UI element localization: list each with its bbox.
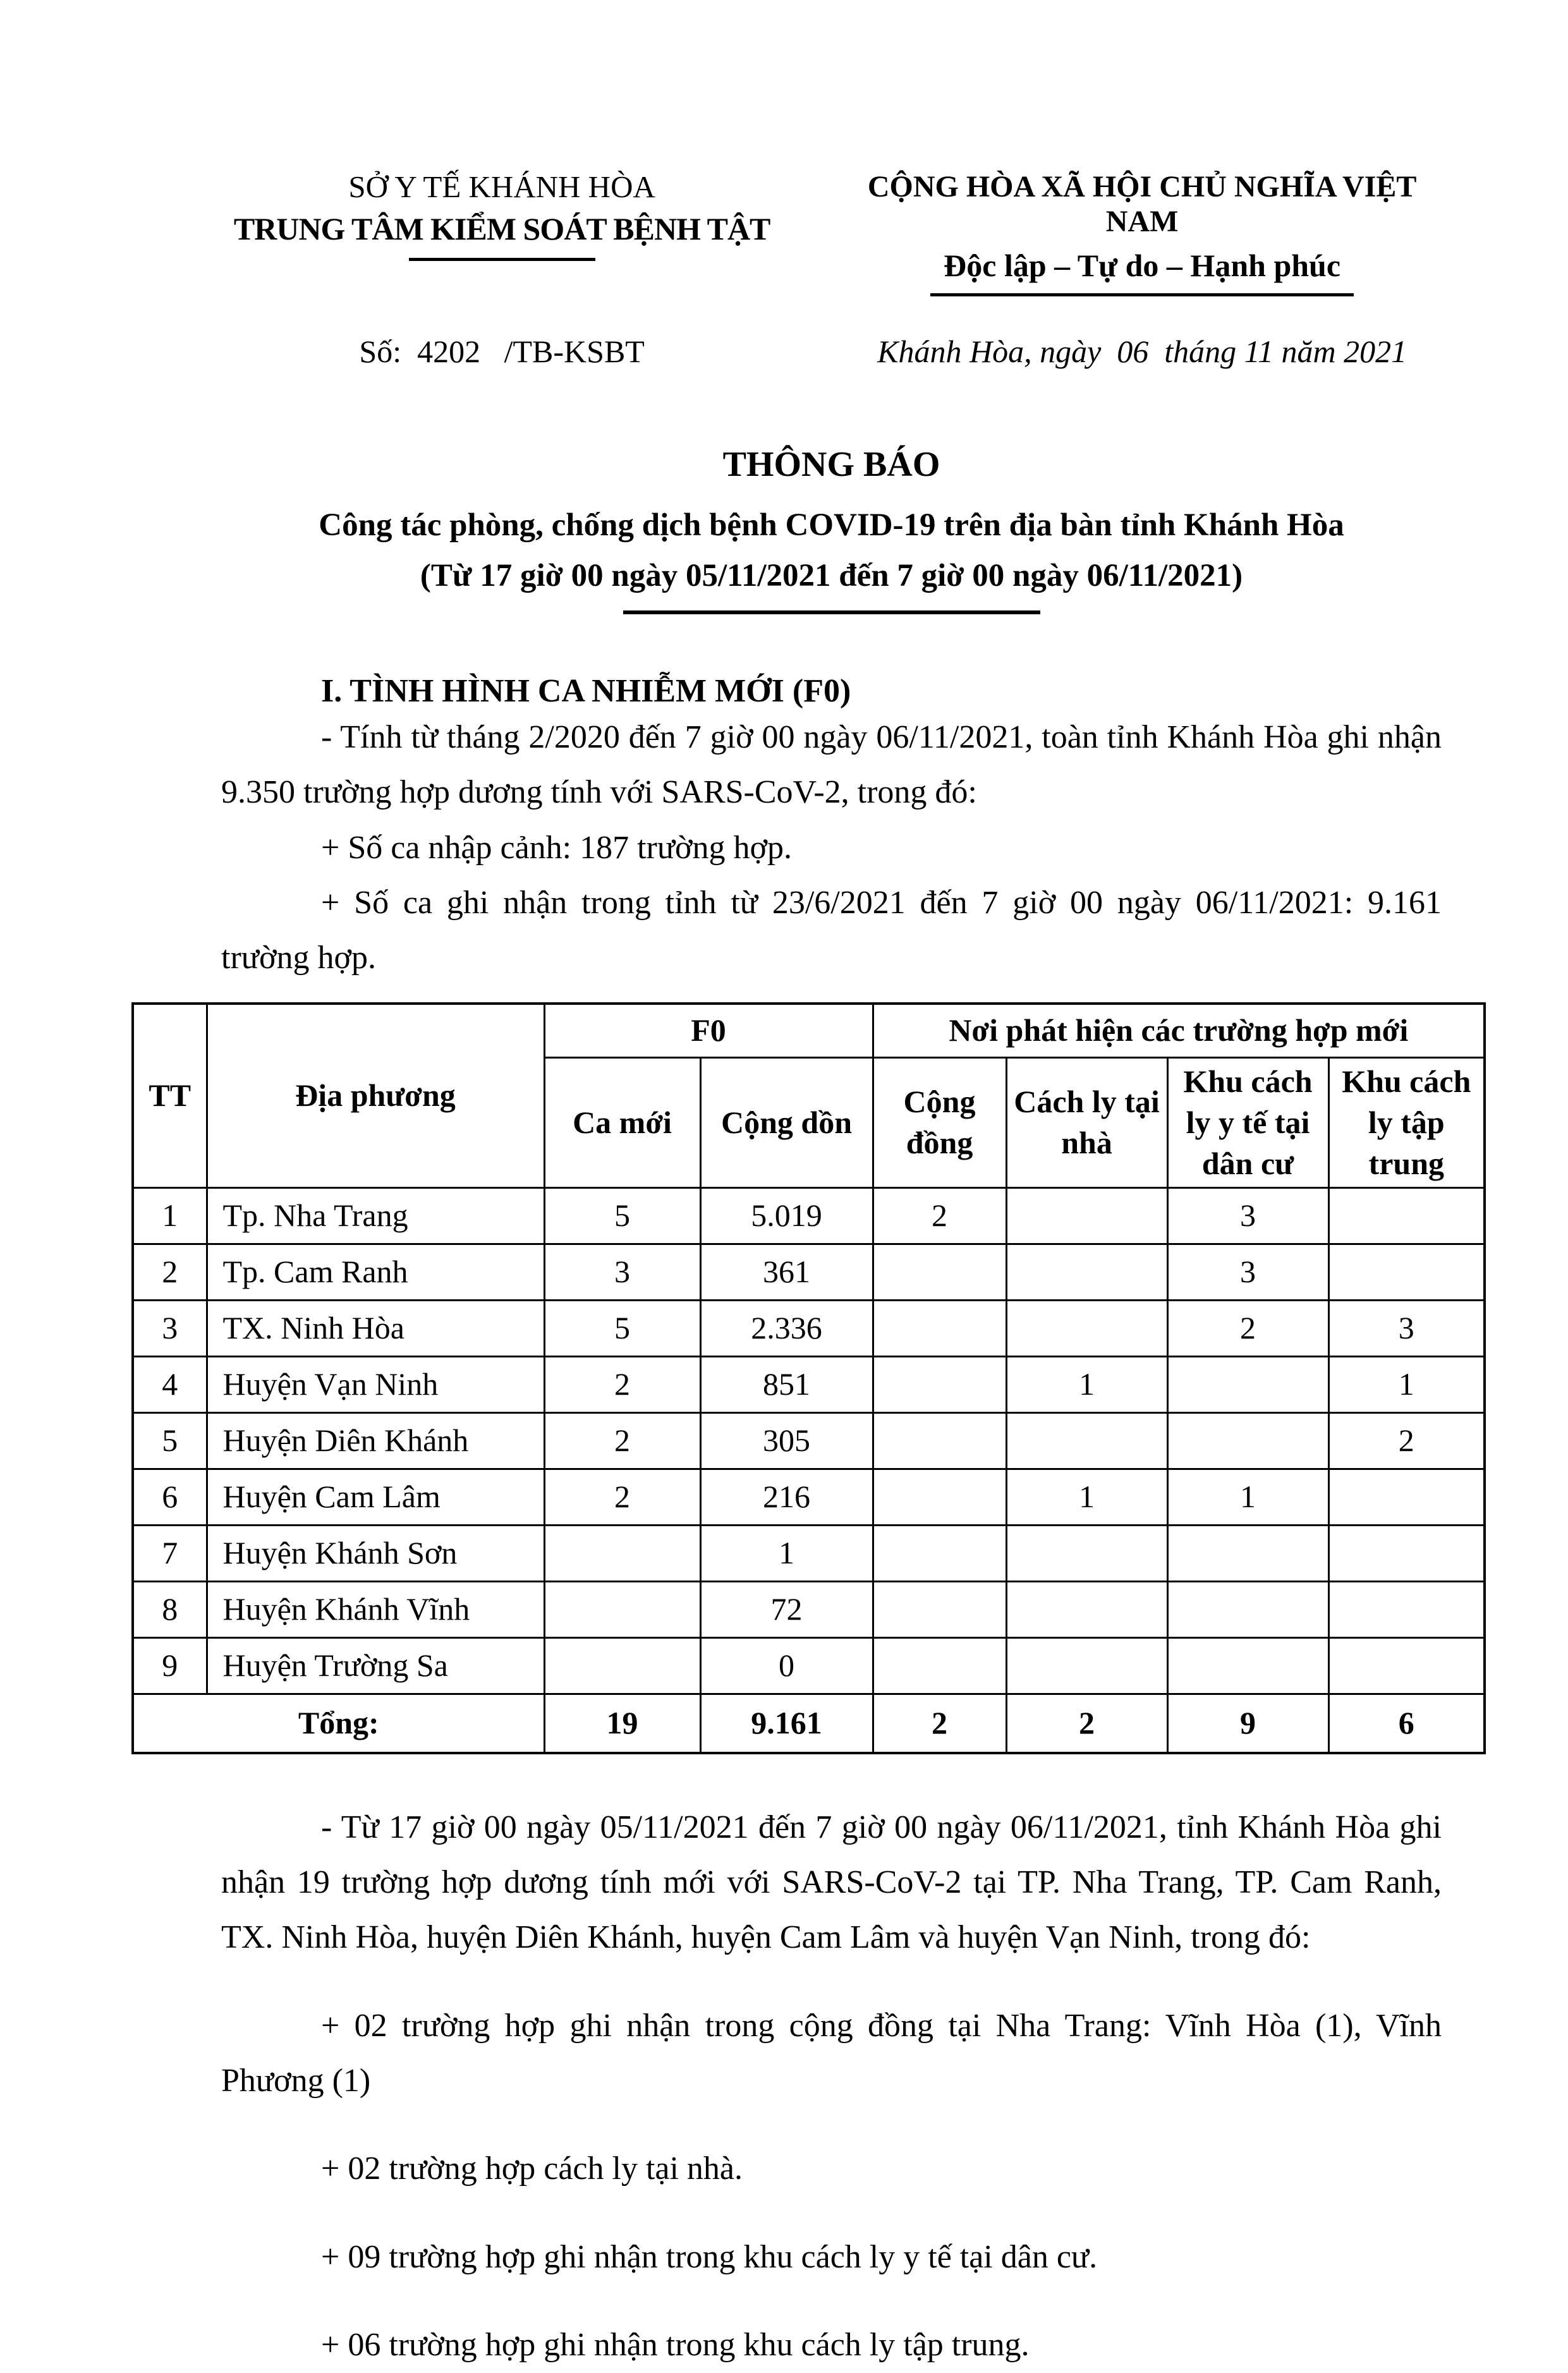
place-date-line: Khánh Hòa, ngày 06 tháng 11 năm 2021 <box>877 333 1407 369</box>
cell-medical-quarantine <box>1167 1581 1328 1637</box>
table-row <box>133 1412 1485 1469</box>
col-group-detection-place: Nơi phát hiện các trường hợp mới <box>873 1004 1485 1058</box>
cell-new-cases <box>544 1525 700 1581</box>
cell-home-quarantine <box>1006 1581 1167 1637</box>
cell-medical-quarantine: 3 <box>1167 1244 1328 1300</box>
section-1-paragraph-3: + Số ca ghi nhận trong tỉnh từ 23/6/2021 đến 7 giờ 00 ngày 06/11/2021: 9.161 trường hợp. <box>221 884 1442 976</box>
cell-tt: 4 <box>133 1356 207 1412</box>
cell-home-quarantine: 1 <box>1006 1469 1167 1525</box>
cell-locality: Tp. Nha Trang <box>207 1187 544 1244</box>
document-header <box>221 169 1442 296</box>
table-row <box>133 1581 1485 1637</box>
national-title: CỘNG HÒA XÃ HỘI CHỦ NGHĨA VIỆT NAM <box>867 170 1417 239</box>
col-header-medical-quarantine: Khu cách ly y tế tại dân cư <box>1167 1057 1328 1187</box>
cell-medical-quarantine: 2 <box>1167 1300 1328 1356</box>
cell-cumulative: 851 <box>700 1356 873 1412</box>
total-home-quarantine: 2 <box>1006 1694 1167 1753</box>
cell-medical-quarantine <box>1167 1525 1328 1581</box>
title-block <box>221 444 1442 614</box>
cell-community <box>873 1356 1006 1412</box>
cell-concentrated-quarantine <box>1328 1637 1485 1694</box>
cell-home-quarantine <box>1006 1300 1167 1356</box>
cell-locality: Huyện Vạn Ninh <box>207 1356 544 1412</box>
cell-new-cases: 2 <box>544 1469 700 1525</box>
cell-concentrated-quarantine <box>1328 1244 1485 1300</box>
col-group-f0: F0 <box>544 1004 873 1058</box>
cell-tt: 6 <box>133 1469 207 1525</box>
col-header-cumulative: Cộng dồn <box>700 1057 873 1187</box>
issuing-org-block <box>221 169 782 296</box>
cell-locality: Huyện Cam Lâm <box>207 1469 544 1525</box>
table-row <box>133 1637 1485 1694</box>
cell-concentrated-quarantine <box>1328 1525 1485 1581</box>
cell-home-quarantine <box>1006 1637 1167 1694</box>
col-header-tt: TT <box>133 1004 207 1188</box>
cell-locality: TX. Ninh Hòa <box>207 1300 544 1356</box>
cell-new-cases: 2 <box>544 1356 700 1412</box>
section-2-paragraph-1: - Từ 17 giờ 00 ngày 05/11/2021 đến 7 giờ 00 ngày 06/11/2021, tỉnh Khánh Hòa ghi nhận 19 trường hợp dương tính mới với SARS-CoV-2 tại TP. Nha Trang, TP. Cam Ranh, TX. Ninh Hòa, huyện Diên Khánh, huyện Cam Lâm và huyện Vạn Ninh, trong đó: <box>221 1809 1442 1956</box>
doc-subtitle-line1: Công tác phòng, chống dịch bệnh COVID-19 trên địa bàn tỉnh Khánh Hòa <box>319 507 1344 543</box>
cell-cumulative: 0 <box>700 1637 873 1694</box>
cell-medical-quarantine <box>1167 1412 1328 1469</box>
doc-number: Số: 4202 /TB-KSBT <box>359 333 645 369</box>
cell-concentrated-quarantine <box>1328 1581 1485 1637</box>
cell-concentrated-quarantine <box>1328 1187 1485 1244</box>
cell-cumulative: 216 <box>700 1469 873 1525</box>
total-cumulative: 9.161 <box>700 1694 873 1753</box>
cell-new-cases: 5 <box>544 1187 700 1244</box>
cell-tt: 9 <box>133 1637 207 1694</box>
col-header-concentrated-quarantine: Khu cách ly tập trung <box>1328 1057 1485 1187</box>
cell-community <box>873 1244 1006 1300</box>
cell-new-cases <box>544 1581 700 1637</box>
cell-tt: 2 <box>133 1244 207 1300</box>
table-row <box>133 1469 1485 1525</box>
doc-number-row <box>221 333 1442 370</box>
cell-locality: Tp. Cam Ranh <box>207 1244 544 1300</box>
cell-tt: 1 <box>133 1187 207 1244</box>
col-header-locality: Địa phương <box>207 1004 544 1188</box>
cell-community <box>873 1469 1006 1525</box>
cell-concentrated-quarantine: 1 <box>1328 1356 1485 1412</box>
cell-home-quarantine <box>1006 1187 1167 1244</box>
cell-medical-quarantine <box>1167 1637 1328 1694</box>
cell-cumulative: 361 <box>700 1244 873 1300</box>
cell-tt: 8 <box>133 1581 207 1637</box>
section-2-paragraph-3: + 02 trường hợp cách ly tại nhà. <box>321 2151 743 2187</box>
total-medical-quarantine: 9 <box>1167 1694 1328 1753</box>
table-row <box>133 1244 1485 1300</box>
table-row <box>133 1187 1485 1244</box>
total-label: Tổng: <box>133 1694 544 1753</box>
table-total-row <box>133 1694 1485 1753</box>
table-header-row-1 <box>133 1004 1485 1058</box>
section-2-paragraph-5: + 06 trường hợp ghi nhận trong khu cách ly tập trung. <box>321 2327 1030 2364</box>
cell-community <box>873 1525 1006 1581</box>
cell-home-quarantine: 1 <box>1006 1356 1167 1412</box>
title-underline-rule <box>623 610 1040 614</box>
cell-locality: Huyện Diên Khánh <box>207 1412 544 1469</box>
cell-locality: Huyện Trường Sa <box>207 1637 544 1694</box>
table-row <box>133 1525 1485 1581</box>
cell-new-cases: 3 <box>544 1244 700 1300</box>
cell-cumulative: 1 <box>700 1525 873 1581</box>
col-header-new-cases: Ca mới <box>544 1057 700 1187</box>
col-header-home-quarantine: Cách ly tại nhà <box>1006 1057 1167 1187</box>
section-2-paragraph-2: + 02 trường hợp ghi nhận trong cộng đồng tại Nha Trang: Vĩnh Hòa (1), Vĩnh Phương (1) <box>221 2007 1442 2099</box>
cell-medical-quarantine <box>1167 1356 1328 1412</box>
total-community: 2 <box>873 1694 1006 1753</box>
cell-new-cases: 5 <box>544 1300 700 1356</box>
cell-community <box>873 1412 1006 1469</box>
total-concentrated-quarantine: 6 <box>1328 1694 1485 1753</box>
cell-community <box>873 1581 1006 1637</box>
motto-underline-rule <box>930 293 1354 296</box>
table-row <box>133 1300 1485 1356</box>
cell-cumulative: 5.019 <box>700 1187 873 1244</box>
section-2-paragraph-4: + 09 trường hợp ghi nhận trong khu cách ly y tế tại dân cư. <box>321 2238 1098 2275</box>
cell-tt: 7 <box>133 1525 207 1581</box>
cell-home-quarantine <box>1006 1412 1167 1469</box>
cell-locality: Huyện Khánh Vĩnh <box>207 1581 544 1637</box>
cell-new-cases: 2 <box>544 1412 700 1469</box>
covid-cases-table <box>131 1002 1486 1754</box>
cell-cumulative: 72 <box>700 1581 873 1637</box>
cell-new-cases <box>544 1637 700 1694</box>
cell-cumulative: 305 <box>700 1412 873 1469</box>
col-header-community: Cộng đồng <box>873 1057 1006 1187</box>
cell-community: 2 <box>873 1187 1006 1244</box>
doc-subtitle-line2: (Từ 17 giờ 00 ngày 05/11/2021 đến 7 giờ 00 ngày 06/11/2021) <box>420 558 1243 594</box>
cell-tt: 5 <box>133 1412 207 1469</box>
org-name: TRUNG TÂM KIỂM SOÁT BỆNH TẬT <box>233 211 770 247</box>
section-1-paragraph-2: + Số ca nhập cảnh: 187 trường hợp. <box>321 829 793 866</box>
cell-home-quarantine <box>1006 1244 1167 1300</box>
table-row <box>133 1356 1485 1412</box>
national-header-block <box>782 169 1442 296</box>
national-motto: Độc lập – Tự do – Hạnh phúc <box>944 248 1341 284</box>
cell-home-quarantine <box>1006 1525 1167 1581</box>
org-parent-name: SỞ Y TẾ KHÁNH HÒA <box>348 169 655 204</box>
cell-concentrated-quarantine: 2 <box>1328 1412 1485 1469</box>
cell-community <box>873 1300 1006 1356</box>
org-underline-rule <box>409 258 595 261</box>
cell-cumulative: 2.336 <box>700 1300 873 1356</box>
doc-title: THÔNG BÁO <box>722 444 940 484</box>
cell-tt: 3 <box>133 1300 207 1356</box>
cell-medical-quarantine: 3 <box>1167 1187 1328 1244</box>
cell-concentrated-quarantine: 3 <box>1328 1300 1485 1356</box>
total-new-cases: 19 <box>544 1694 700 1753</box>
cell-locality: Huyện Khánh Sơn <box>207 1525 544 1581</box>
cell-community <box>873 1637 1006 1694</box>
section-1-heading: I. TÌNH HÌNH CA NHIỄM MỚI (F0) <box>321 672 851 709</box>
cell-medical-quarantine: 1 <box>1167 1469 1328 1525</box>
section-1-paragraph-1: - Tính từ tháng 2/2020 đến 7 giờ 00 ngày 06/11/2021, toàn tỉnh Khánh Hòa ghi nhận 9.350 trường hợp dương tính với SARS-CoV-2, trong đó: <box>221 719 1442 811</box>
cell-concentrated-quarantine <box>1328 1469 1485 1525</box>
